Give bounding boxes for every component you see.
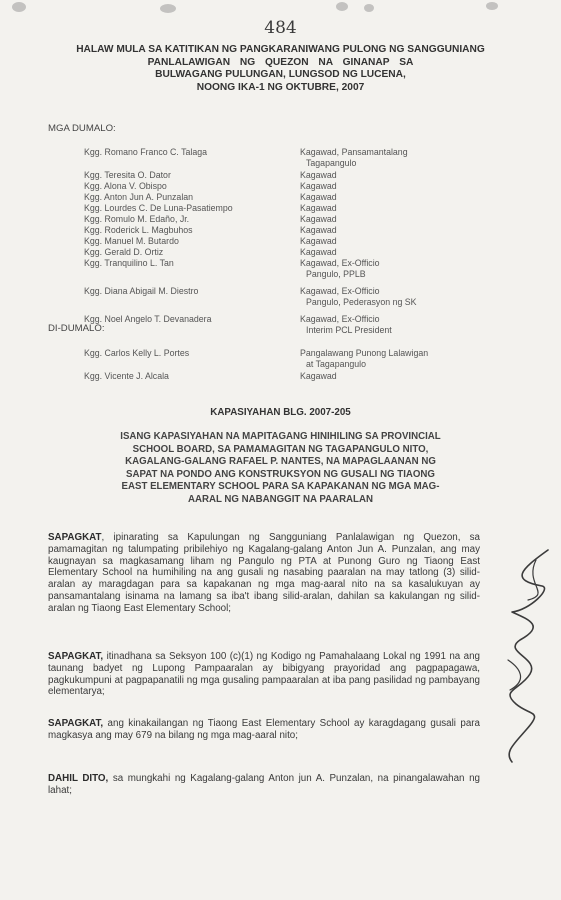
- resolution-title-line: SCHOOL BOARD, SA PAMAMAGITAN NG TAGAPANGULO NITO,: [132, 443, 429, 455]
- member-name: Kgg. Alona V. Obispo: [84, 181, 167, 191]
- absent-list: [84, 348, 484, 382]
- resolution-number: KAPASIYAHAN BLG. 2007-205: [210, 407, 351, 418]
- resolution-title-line: SAPAT NA PONDO ANG KONSTRUKSYON NG GUSALI NG TIAONG: [126, 468, 435, 480]
- member-name: Kgg. Teresita O. Dator: [84, 170, 171, 180]
- paragraph-text: ang kinakailangan ng Tiaong East Elementary School ay karagdagang gusali para magkasya ang may 679 na bilang ng mga mag-aaral nito;: [48, 718, 480, 741]
- member-row: [84, 314, 484, 337]
- member-name: Kgg. Vicente J. Alcala: [84, 371, 169, 381]
- present-list: [84, 147, 484, 337]
- resolution-title-line: EAST ELEMENTARY SCHOOL PARA SA KAPAKANAN NG MGA MAG-: [121, 481, 440, 492]
- whereas-paragraph: [48, 718, 480, 742]
- scan-smudge: [336, 2, 348, 11]
- member-position: Kagawad: [300, 236, 337, 246]
- header-line: HALAW MULA SA KATITIKAN NG PANGKARANIWANG PULONG NG SANGGUNIANG: [76, 44, 485, 55]
- whereas-paragraph: [48, 532, 480, 615]
- header-line: NOONG IKA-1 NG OKTUBRE, 2007: [196, 81, 365, 93]
- scan-smudge: [160, 4, 176, 13]
- resolution-title-line: KAGALANG-GALANG RAFAEL P. NANTES, NA MAPAGLAANAN NG: [125, 456, 436, 467]
- member-name: Kgg. Gerald D. Ortiz: [84, 247, 164, 257]
- member-name: Kgg. Lourdes C. De Luna-Pasatiempo: [84, 203, 233, 213]
- member-position: Kagawad: [300, 203, 337, 213]
- member-row: [84, 286, 484, 314]
- paragraph-lead: SAPAGKAT,: [48, 718, 104, 729]
- member-name: Kgg. Romulo M. Edaño, Jr.: [84, 214, 190, 224]
- header-line: PANLALAWIGAN NG QUEZON NA GINANAP SA: [147, 56, 414, 68]
- scan-smudge: [12, 2, 26, 12]
- header-line: BULWAGANG PULUNGAN, LUNGSOD NG LUCENA,: [155, 69, 406, 81]
- member-row: [84, 348, 484, 371]
- member-name: Kgg. Carlos Kelly L. Portes: [84, 348, 190, 358]
- member-position: Kagawad: [300, 225, 337, 235]
- member-name: Kgg. Anton Jun A. Punzalan: [84, 192, 194, 202]
- therefore-paragraph: [48, 773, 480, 797]
- member-position: Kagawad: [300, 371, 337, 381]
- member-name: Kgg. Manuel M. Butardo: [84, 236, 179, 246]
- scan-smudge: [364, 4, 374, 12]
- member-row: [84, 214, 484, 225]
- member-position: Kagawad, Ex-Officio Pangulo, Pederasyon ng SK: [300, 286, 417, 307]
- member-row: [84, 247, 484, 258]
- member-name: Kgg. Tranquilino L. Tan: [84, 258, 174, 268]
- member-row: [84, 225, 484, 236]
- member-row: [84, 192, 484, 203]
- paragraph-text: itinadhana sa Seksyon 100 (c)(1) ng Kodigo ng Pamahalaang Lokal ng 1991 na ang taunang badyet ng Lupong Pampaaralan ay bibigyang prayoridad ang pagpapagawa, pagkukumpuni at pagpapanatili ng mga gusaling pampaaralan at iba pang pasilidad ng pambayang elementarya;: [48, 651, 480, 698]
- member-name: Kgg. Romano Franco C. Talaga: [84, 147, 208, 157]
- member-position: Kagawad: [300, 247, 337, 257]
- member-row: [84, 181, 484, 192]
- member-position: Kagawad, Pansamantalang Tagapangulo: [300, 147, 408, 168]
- member-row: [84, 258, 484, 286]
- member-position: Kagawad, Ex-Officio Pangulo, PPLB: [300, 258, 380, 279]
- member-row: [84, 170, 484, 181]
- paragraph-lead: DAHIL DITO,: [48, 773, 109, 784]
- member-position: Kagawad: [300, 181, 337, 191]
- member-row: [84, 203, 484, 214]
- member-position: Kagawad: [300, 214, 337, 224]
- resolution-title-line: AARAL NG NABANGGIT NA PAARALAN: [188, 493, 373, 505]
- member-name: Kgg. Noel Angelo T. Devanadera: [84, 314, 212, 324]
- paragraph-lead: SAPAGKAT,: [48, 651, 104, 662]
- member-position: Kagawad: [300, 170, 337, 180]
- member-name: Kgg. Diana Abigail M. Diestro: [84, 286, 199, 296]
- member-row: [84, 236, 484, 247]
- member-position: Kagawad, Ex-Officio Interim PCL President: [300, 314, 392, 335]
- paragraph-lead: SAPAGKAT: [48, 532, 102, 543]
- member-position: Kagawad: [300, 192, 337, 202]
- document-header: [40, 44, 521, 94]
- present-label: MGA DUMALO:: [48, 123, 116, 134]
- paragraph-text: sa mungkahi ng Kagalang-galang Anton jun A. Punzalan, na pinangalawahan ng lahat;: [48, 773, 480, 796]
- absent-label: DI-DUMALO:: [48, 323, 105, 334]
- resolution-title-line: ISANG KAPASIYAHAN NA MAPITAGANG HINIHILING SA PROVINCIAL: [120, 431, 441, 442]
- scan-smudge: [486, 2, 498, 10]
- page-number: 484: [264, 18, 297, 38]
- member-row: [84, 371, 484, 382]
- member-name: Kgg. Roderick L. Magbuhos: [84, 225, 193, 235]
- paragraph-text: , ipinarating sa Kapulungan ng Sangguniang Panlalawigan ng Quezon, sa pamamagitan ng talumpating pribilehiyo ng Kagalang-galang Anton Jun A. Punzalan, ang may kaugnayan sa magkasamang liham ng Pangulo ng PTA at Punong Guro ng Tiaong East Elementary School na humihiling na ang gusali ng nasabing paaralan na may tatlong (3) silid-aralan ay maragdagan para sa kapakanan ng mga mag-aaral nito na sa kasalukuyan ay pansamantalang isinama na lamang sa iba't ibang silid-aralan, dahilan sa kakulangan ng silid-aralan ng Tiaong East Elementary School;: [48, 532, 480, 614]
- resolution-title: [80, 431, 481, 506]
- handwritten-signature: [490, 540, 560, 770]
- member-row: [84, 147, 484, 170]
- whereas-paragraph: [48, 651, 480, 698]
- member-position: Pangalawang Punong Lalawigan at Tagapangulo: [300, 348, 429, 369]
